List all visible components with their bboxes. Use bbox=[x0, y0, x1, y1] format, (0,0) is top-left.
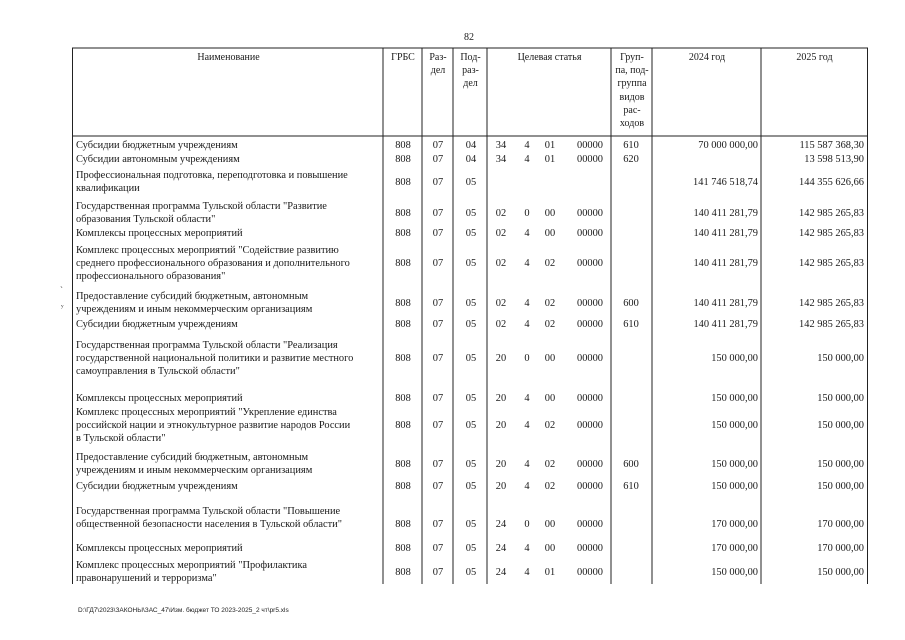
row-target-program: 02 bbox=[495, 319, 507, 330]
row-target-direction: 00000 bbox=[577, 393, 603, 404]
margin-mark: ˏ bbox=[60, 278, 63, 288]
row-razdel: 07 bbox=[432, 140, 444, 151]
row-target-program: 34 bbox=[495, 154, 507, 165]
row-target-program: 20 bbox=[495, 353, 507, 364]
row-target-subprogram: 01 bbox=[544, 154, 556, 165]
row-podrazdel: 05 bbox=[465, 208, 477, 219]
header-2024: 2024 год bbox=[688, 52, 726, 63]
row-name bbox=[76, 290, 381, 316]
row-podrazdel: 05 bbox=[465, 459, 477, 470]
row-name bbox=[76, 505, 381, 531]
row-name bbox=[76, 139, 381, 152]
row-razdel: 07 bbox=[432, 258, 444, 269]
row-grbs: 808 bbox=[395, 208, 411, 219]
header-podrazdel-line: Под- bbox=[460, 52, 481, 63]
row-value-2024: 140 411 281,79 bbox=[693, 298, 758, 309]
row-value-2025: 142 985 265,83 bbox=[799, 228, 864, 239]
row-expense-group: 610 bbox=[623, 140, 639, 151]
row-value-2025: 142 985 265,83 bbox=[799, 319, 864, 330]
row-value-2025: 142 985 265,83 bbox=[799, 208, 864, 219]
row-name-line: Комплекс процессных мероприятий "Содействие развитию bbox=[76, 245, 339, 256]
row-name bbox=[76, 451, 381, 477]
row-value-2024: 150 000,00 bbox=[711, 481, 758, 492]
header-name: Наименование bbox=[197, 52, 260, 63]
row-name-line: квалификации bbox=[76, 183, 140, 194]
header-podrazdel bbox=[454, 51, 487, 91]
row-name-line: образования Тульской области" bbox=[76, 214, 216, 225]
row-razdel: 07 bbox=[432, 208, 444, 219]
row-expense-group: 620 bbox=[623, 154, 639, 165]
header-group bbox=[612, 51, 652, 130]
row-name bbox=[76, 542, 381, 555]
row-target-direction: 00000 bbox=[577, 319, 603, 330]
row-value-2025: 150 000,00 bbox=[817, 393, 864, 404]
row-value-2025: 150 000,00 bbox=[817, 459, 864, 470]
row-value-2025: 142 985 265,83 bbox=[799, 258, 864, 269]
row-target-subprogram: 00 bbox=[544, 228, 556, 239]
row-expense-group: 600 bbox=[623, 459, 639, 470]
row-target-direction: 00000 bbox=[577, 258, 603, 269]
row-target-direction: 00000 bbox=[577, 298, 603, 309]
header-group-line: группа bbox=[617, 78, 647, 90]
row-razdel: 07 bbox=[432, 543, 444, 554]
row-podrazdel: 05 bbox=[465, 567, 477, 578]
row-razdel: 07 bbox=[432, 393, 444, 404]
row-target-type: 0 bbox=[524, 208, 530, 219]
row-target-subprogram: 02 bbox=[544, 420, 556, 431]
row-name bbox=[76, 153, 381, 166]
row-name-line: российской нации и этнокультурное развитие народов России bbox=[76, 420, 351, 431]
row-name-line: профессионального образования" bbox=[76, 271, 226, 282]
row-target-program: 20 bbox=[495, 481, 507, 492]
row-name-line: Комплекс процессных мероприятий "Профилактика bbox=[76, 560, 307, 571]
row-value-2024: 150 000,00 bbox=[711, 459, 758, 470]
row-target-subprogram: 00 bbox=[544, 353, 556, 364]
row-target-direction: 00000 bbox=[577, 567, 603, 578]
row-expense-group: 610 bbox=[623, 319, 639, 330]
row-name bbox=[76, 200, 381, 226]
row-value-2024: 140 411 281,79 bbox=[693, 208, 758, 219]
row-value-2024: 140 411 281,79 bbox=[693, 228, 758, 239]
row-razdel: 07 bbox=[432, 298, 444, 309]
row-value-2024: 150 000,00 bbox=[711, 353, 758, 364]
row-target-direction: 00000 bbox=[577, 481, 603, 492]
row-razdel: 07 bbox=[432, 459, 444, 470]
row-target-program: 24 bbox=[495, 543, 507, 554]
row-name-line: Предоставление субсидий бюджетным, автономным bbox=[76, 291, 309, 302]
header-2025: 2025 год bbox=[796, 52, 833, 63]
row-value-2025: 170 000,00 bbox=[817, 519, 864, 530]
row-target-direction: 00000 bbox=[577, 459, 603, 470]
header-podrazdel-line: раз- bbox=[462, 65, 479, 77]
row-name-line: Субсидии бюджетным учреждениям bbox=[76, 481, 238, 492]
row-value-2024: 140 411 281,79 bbox=[693, 258, 758, 269]
row-podrazdel: 05 bbox=[465, 319, 477, 330]
row-target-subprogram: 00 bbox=[544, 519, 556, 530]
row-razdel: 07 bbox=[432, 567, 444, 578]
row-podrazdel: 05 bbox=[465, 258, 477, 269]
row-podrazdel: 05 bbox=[465, 298, 477, 309]
row-podrazdel: 05 bbox=[465, 177, 477, 188]
row-name-line: Комплекс процессных мероприятий "Укрепление единства bbox=[76, 407, 337, 418]
row-target-direction: 00000 bbox=[577, 228, 603, 239]
row-name bbox=[76, 318, 381, 331]
row-value-2024: 150 000,00 bbox=[711, 420, 758, 431]
row-name bbox=[76, 244, 381, 283]
row-name-line: в Тульской области" bbox=[76, 433, 166, 444]
row-name-line: государственной национальной политики и развитие местного bbox=[76, 353, 354, 364]
row-target-subprogram: 00 bbox=[544, 393, 556, 404]
header-group-line: ходов bbox=[619, 118, 645, 130]
row-target-subprogram: 01 bbox=[544, 140, 556, 151]
row-podrazdel: 05 bbox=[465, 420, 477, 431]
row-target-program: 02 bbox=[495, 258, 507, 269]
row-razdel: 07 bbox=[432, 481, 444, 492]
row-grbs: 808 bbox=[395, 481, 411, 492]
row-name bbox=[76, 392, 381, 405]
row-target-direction: 00000 bbox=[577, 519, 603, 530]
row-grbs: 808 bbox=[395, 154, 411, 165]
budget-table bbox=[72, 47, 868, 584]
header-group-line: па, под- bbox=[615, 65, 649, 77]
row-expense-group: 600 bbox=[623, 298, 639, 309]
row-expense-group: 610 bbox=[623, 481, 639, 492]
header-razdel-line: Раз- bbox=[429, 52, 447, 63]
header-razdel bbox=[423, 51, 453, 77]
row-name-line: правонарушений и терроризма" bbox=[76, 573, 217, 584]
row-name bbox=[76, 480, 381, 493]
row-target-direction: 00000 bbox=[577, 140, 603, 151]
row-target-subprogram: 02 bbox=[544, 258, 556, 269]
row-value-2024: 150 000,00 bbox=[711, 567, 758, 578]
row-name-line: Предоставление субсидий бюджетным, автономным bbox=[76, 452, 309, 463]
row-target-subprogram: 02 bbox=[544, 481, 556, 492]
row-target-direction: 00000 bbox=[577, 154, 603, 165]
row-grbs: 808 bbox=[395, 543, 411, 554]
header-group-line: Груп- bbox=[620, 52, 644, 63]
file-path-footer: D:\ГД7\2023\ЗАКОНЫ\ЗАС_47\Изм. бюджет ТО 2023-2025_2 чт\pr5.xls bbox=[78, 607, 289, 614]
row-grbs: 808 bbox=[395, 298, 411, 309]
row-razdel: 07 bbox=[432, 228, 444, 239]
row-razdel: 07 bbox=[432, 319, 444, 330]
row-target-program: 20 bbox=[495, 459, 507, 470]
row-target-program: 20 bbox=[495, 393, 507, 404]
page-number: 82 bbox=[464, 32, 474, 43]
row-target-subprogram: 00 bbox=[544, 208, 556, 219]
row-value-2025: 115 587 368,30 bbox=[799, 140, 864, 151]
row-target-type: 4 bbox=[524, 393, 530, 404]
row-razdel: 07 bbox=[432, 154, 444, 165]
row-name-line: Государственная программа Тульской области "Повышение bbox=[76, 506, 341, 517]
row-name-line: Государственная программа Тульской области "Реализация bbox=[76, 340, 338, 351]
row-target-type: 4 bbox=[524, 543, 530, 554]
row-podrazdel: 05 bbox=[465, 393, 477, 404]
row-target-direction: 00000 bbox=[577, 543, 603, 554]
row-target-subprogram: 01 bbox=[544, 567, 556, 578]
header-target: Целевая статья bbox=[517, 52, 582, 63]
row-value-2025: 150 000,00 bbox=[817, 353, 864, 364]
row-name-line: Субсидии бюджетным учреждениям bbox=[76, 140, 238, 151]
row-target-type: 4 bbox=[524, 319, 530, 330]
row-target-type: 4 bbox=[524, 140, 530, 151]
row-razdel: 07 bbox=[432, 353, 444, 364]
row-grbs: 808 bbox=[395, 420, 411, 431]
margin-mark: ʸ bbox=[61, 302, 64, 312]
row-name bbox=[76, 227, 381, 240]
row-razdel: 07 bbox=[432, 177, 444, 188]
row-podrazdel: 05 bbox=[465, 481, 477, 492]
row-name-line: учреждениям и иным некоммерческим организациям bbox=[76, 465, 313, 476]
row-grbs: 808 bbox=[395, 393, 411, 404]
row-target-program: 02 bbox=[495, 298, 507, 309]
row-name-line: Профессиональная подготовка, переподготовка и повышение bbox=[76, 170, 348, 181]
header-grbs: ГРБС bbox=[391, 52, 415, 63]
row-target-type: 4 bbox=[524, 258, 530, 269]
row-name-line: самоуправления в Тульской области" bbox=[76, 366, 240, 377]
row-grbs: 808 bbox=[395, 319, 411, 330]
row-podrazdel: 04 bbox=[465, 140, 477, 151]
row-target-type: 4 bbox=[524, 298, 530, 309]
row-value-2024: 141 746 518,74 bbox=[693, 177, 758, 188]
row-value-2025: 144 355 626,66 bbox=[799, 177, 864, 188]
row-target-program: 02 bbox=[495, 228, 507, 239]
row-target-type: 4 bbox=[524, 459, 530, 470]
row-target-program: 24 bbox=[495, 519, 507, 530]
row-value-2025: 13 598 513,90 bbox=[804, 154, 864, 165]
row-grbs: 808 bbox=[395, 519, 411, 530]
row-value-2024: 140 411 281,79 bbox=[693, 319, 758, 330]
row-target-type: 0 bbox=[524, 353, 530, 364]
row-target-type: 4 bbox=[524, 567, 530, 578]
row-name-line: общественной безопасности населения в Тульской области" bbox=[76, 519, 342, 530]
row-target-type: 4 bbox=[524, 481, 530, 492]
row-name bbox=[76, 559, 381, 585]
row-target-subprogram: 00 bbox=[544, 543, 556, 554]
row-grbs: 808 bbox=[395, 567, 411, 578]
row-grbs: 808 bbox=[395, 459, 411, 470]
header-group-line: рас- bbox=[623, 104, 641, 116]
row-target-type: 0 bbox=[524, 519, 530, 530]
row-value-2024: 70 000 000,00 bbox=[698, 140, 758, 151]
row-grbs: 808 bbox=[395, 228, 411, 239]
row-value-2025: 142 985 265,83 bbox=[799, 298, 864, 309]
row-target-subprogram: 02 bbox=[544, 459, 556, 470]
row-razdel: 07 bbox=[432, 519, 444, 530]
row-name-line: Комплексы процессных мероприятий bbox=[76, 228, 243, 239]
row-target-type: 4 bbox=[524, 228, 530, 239]
row-value-2025: 150 000,00 bbox=[817, 567, 864, 578]
row-name-line: Субсидии бюджетным учреждениям bbox=[76, 319, 238, 330]
row-target-subprogram: 02 bbox=[544, 319, 556, 330]
header-podrazdel-line: дел bbox=[463, 78, 478, 90]
row-name-line: Комплексы процессных мероприятий bbox=[76, 543, 243, 554]
row-name-line: Государственная программа Тульской области "Развитие bbox=[76, 201, 327, 212]
row-value-2024: 170 000,00 bbox=[711, 543, 758, 554]
row-name-line: Субсидии автономным учреждениям bbox=[76, 154, 240, 165]
row-target-program: 20 bbox=[495, 420, 507, 431]
row-target-direction: 00000 bbox=[577, 420, 603, 431]
row-grbs: 808 bbox=[395, 177, 411, 188]
row-value-2025: 170 000,00 bbox=[817, 543, 864, 554]
row-podrazdel: 04 bbox=[465, 154, 477, 165]
row-grbs: 808 bbox=[395, 258, 411, 269]
row-grbs: 808 bbox=[395, 353, 411, 364]
row-name bbox=[76, 406, 381, 445]
row-value-2025: 150 000,00 bbox=[817, 481, 864, 492]
row-grbs: 808 bbox=[395, 140, 411, 151]
row-razdel: 07 bbox=[432, 420, 444, 431]
header-razdel-line: дел bbox=[430, 65, 446, 77]
row-name-line: учреждениям и иным некоммерческим организациям bbox=[76, 304, 313, 315]
row-target-type: 4 bbox=[524, 420, 530, 431]
row-podrazdel: 05 bbox=[465, 543, 477, 554]
row-target-program: 34 bbox=[495, 140, 507, 151]
row-target-program: 24 bbox=[495, 567, 507, 578]
row-target-type: 4 bbox=[524, 154, 530, 165]
row-name-line: Комплексы процессных мероприятий bbox=[76, 393, 243, 404]
row-target-subprogram: 02 bbox=[544, 298, 556, 309]
row-podrazdel: 05 bbox=[465, 353, 477, 364]
row-target-program: 02 bbox=[495, 208, 507, 219]
row-podrazdel: 05 bbox=[465, 228, 477, 239]
row-name bbox=[76, 339, 381, 378]
row-podrazdel: 05 bbox=[465, 519, 477, 530]
row-name-line: среднего профессионального образования и дополнительного bbox=[76, 258, 350, 269]
row-value-2024: 170 000,00 bbox=[711, 519, 758, 530]
row-target-direction: 00000 bbox=[577, 208, 603, 219]
header-group-line: видов bbox=[619, 91, 645, 103]
row-value-2024: 150 000,00 bbox=[711, 393, 758, 404]
row-value-2025: 150 000,00 bbox=[817, 420, 864, 431]
row-target-direction: 00000 bbox=[577, 353, 603, 364]
row-name bbox=[76, 169, 381, 195]
